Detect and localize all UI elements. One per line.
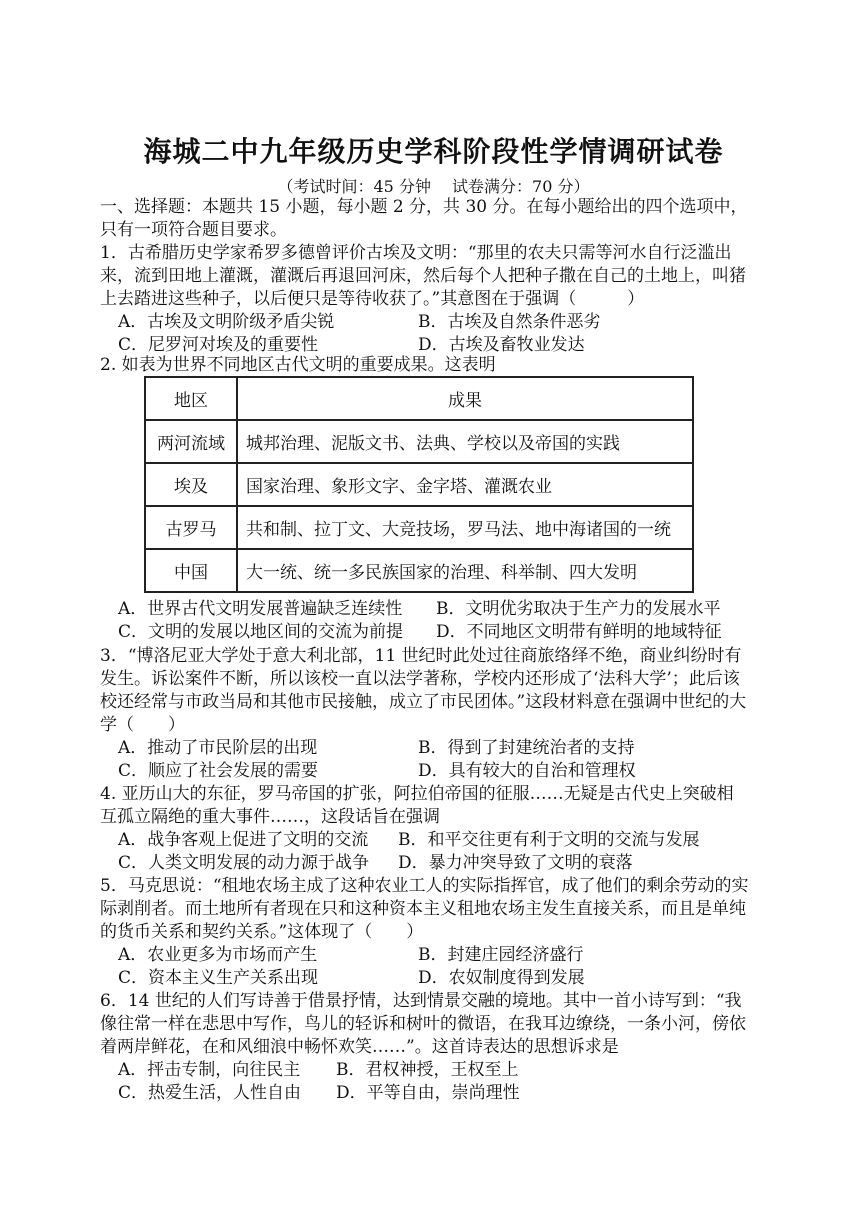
option-d: D．暴力冲突导致了文明的衰落 — [398, 853, 633, 873]
exam-title: 海城二中九年级历史学科阶段性学情调研试卷 — [143, 135, 724, 168]
table-cell-achievements: 共和制、拉丁文、大竞技场，罗马法、地中海诸国的一统 — [237, 506, 693, 549]
question-stem: 4. 亚历山大的东征，罗马帝国的扩张，阿拉伯帝国的征服……无疑是古代史上突破相互孤立隔绝的重大事件……，这段话旨在强调 — [100, 784, 734, 827]
option-d: D．不同地区文明带有鲜明的地域特征 — [436, 622, 722, 642]
table-cell-region: 两河流域 — [145, 420, 237, 463]
option-b: B．文明优劣取决于生产力的发展水平 — [436, 599, 721, 619]
option-b: B．得到了封建统治者的支持 — [418, 738, 635, 758]
table-header-region: 地区 — [145, 377, 237, 420]
option-c: C．顺应了社会发展的需要 — [118, 761, 319, 781]
question-2-stem — [100, 354, 750, 377]
table-cell-region: 埃及 — [145, 463, 237, 506]
option-c: C．热爱生活，人性自由 — [118, 1083, 302, 1103]
option-b: B．封建庄园经济盛行 — [418, 945, 584, 965]
option-c: C．文明的发展以地区间的交流为前提 — [118, 622, 404, 642]
question-stem: 2. 如表为世界不同地区古代文明的重要成果。这表明 — [100, 355, 496, 375]
table-cell-achievements: 大一统、统一多民族国家的治理、科举制、四大发明 — [237, 549, 693, 592]
table-cell-achievements: 城邦治理、泥版文书、法典、学校以及帝国的实践 — [237, 420, 693, 463]
table-row — [145, 506, 693, 549]
option-d: D．具有较大的自治和管理权 — [418, 761, 636, 781]
table-cell-achievements: 国家治理、象形文字、金字塔、灌溉农业 — [237, 463, 693, 506]
table-row — [145, 463, 693, 506]
option-b: B．君权神授，王权至上 — [336, 1060, 519, 1080]
option-d: D．平等自由，崇尚理性 — [336, 1083, 520, 1103]
option-d: D．古埃及畜牧业发达 — [418, 335, 585, 355]
question-4 — [100, 783, 750, 875]
question-stem: 6．14 世纪的人们写诗善于借景抒情，达到情景交融的境地。其中一首小诗写到：“我像往常一样在悲思中写作，鸟儿的轻诉和树叶的微语，在我耳边缭绕，一条小河，傍依着两岸鲜花，在和风细浪中畅怀欢笑……”。这首诗表达的思想诉求是 — [100, 991, 746, 1057]
option-c: C．资本主义生产关系出现 — [118, 968, 319, 988]
option-b: B．古埃及自然条件恶劣 — [418, 312, 601, 332]
option-a: A．战争客观上促进了文明的交流 — [118, 830, 369, 850]
question-1 — [100, 242, 750, 357]
option-d: D．农奴制度得到发展 — [418, 968, 585, 988]
question-stem: 3．“博洛尼亚大学处于意大利北部，11 世纪时此处过往商旅络绎不绝，商业纠纷时有发生。诉讼案件不断，所以该校一直以法学著称，学校内还形成了‘法科大学’；此后该校还经常与市政当局和其他市民接触，成立了市民团体。”这段材料意在强调中世纪的大学（ ） — [100, 646, 747, 735]
option-a: A．推动了市民阶层的出现 — [118, 738, 318, 758]
option-c: C．尼罗河对埃及的重要性 — [118, 335, 319, 355]
option-a: A．农业更多为市场而产生 — [118, 945, 318, 965]
option-a: A．抨击专制，向往民主 — [118, 1060, 301, 1080]
question-3 — [100, 645, 750, 783]
achievements-table — [144, 376, 694, 593]
exam-subtitle: （考试时间：45 分钟 试卷满分：70 分） — [277, 177, 590, 196]
table-cell-region: 中国 — [145, 549, 237, 592]
table-cell-region: 古罗马 — [145, 506, 237, 549]
table-header-row — [145, 377, 693, 420]
question-stem: 5．马克思说：“租地农场主成了这种农业工人的实际指挥官，成了他们的剩余劳动的实际剥削者。而土地所有者现在只和这种资本主义租地农场主发生直接关系，而且是单纯的货币关系和契约关系。”这体现了（ ） — [100, 876, 749, 942]
table-row — [145, 420, 693, 463]
table-row — [145, 549, 693, 592]
question-6 — [100, 990, 750, 1105]
section-heading: 一、选择题：本题共 15 小题，每小题 2 分，共 30 分。在每小题给出的四个选项中，只有一项符合题目要求。 — [100, 197, 748, 240]
question-stem: 1．古希腊历史学家希罗多德曾评价古埃及文明：“那里的农夫只需等河水自行泛滥出来，流到田地上灌溉，灌溉后再退回河床，然后每个人把种子撒在自己的土地上，叫猪上去踏进这些种子，以后便只是等待收获了。”其意图在于强调（ ） — [100, 243, 746, 309]
option-c: C．人类文明发展的动力源于战争 — [118, 853, 370, 873]
table-header-achievements: 成果 — [237, 377, 693, 420]
option-b: B．和平交往更有利于文明的交流与发展 — [398, 830, 700, 850]
option-a: A．古埃及文明阶级矛盾尖锐 — [118, 312, 335, 332]
option-a: A．世界古代文明发展普遍缺乏连续性 — [118, 599, 403, 619]
question-2-options — [100, 598, 750, 644]
question-5 — [100, 875, 750, 990]
